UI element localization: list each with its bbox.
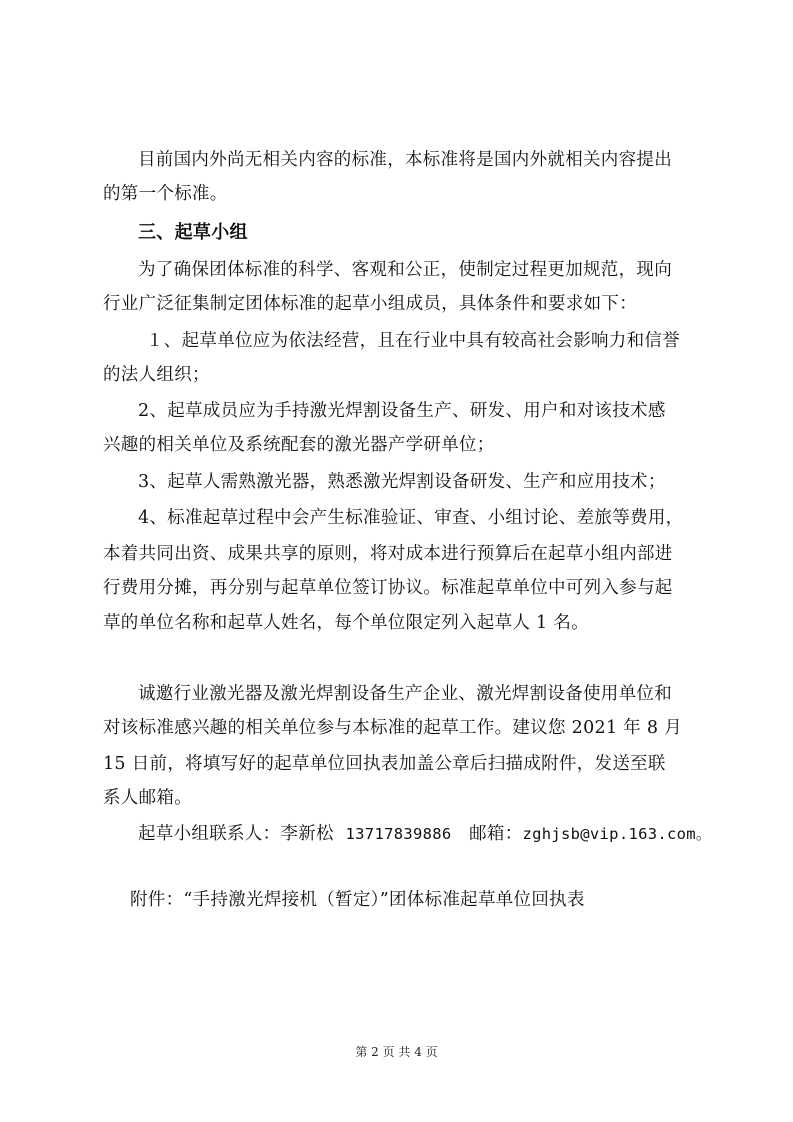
requirement-4-line-1: 4、标准起草过程中会产生标准验证、审查、小组讨论、差旅等费用， bbox=[138, 508, 684, 528]
requirement-4-line-2: 本着共同出资、成果共享的原则，将对成本进行预算后在起草小组内部进 bbox=[103, 544, 673, 564]
intro-line-2: 的第一个标准。 bbox=[103, 184, 228, 204]
requirement-4-line-3: 行费用分摊，再分别与起草单位签订协议。标准起草单位中可列入参与起 bbox=[103, 578, 673, 598]
contact-label: 起草小组联系人： bbox=[138, 824, 281, 844]
requirement-2-line-2: 兴趣的相关单位及系统配套的激光器产学研单位； bbox=[103, 435, 495, 455]
requirement-2-line-1: 2、起草成员应为手持激光焊割设备生产、研发、用户和对该技术感 bbox=[138, 401, 666, 421]
contact-name: 李新松 bbox=[280, 824, 334, 844]
email-label: 邮箱： bbox=[469, 824, 523, 844]
contact-phone: 13717839886 bbox=[345, 825, 452, 843]
invitation-line-1: 诚邀行业激光器及激光焊割设备生产企业、激光焊割设备使用单位和 bbox=[138, 684, 672, 704]
purpose-line-2: 行业广泛征集制定团体标准的起草小组成员，具体条件和要求如下： bbox=[103, 294, 637, 314]
purpose-line-1: 为了确保团体标准的科学、客观和公正，使制定过程更加规范，现向 bbox=[138, 260, 672, 280]
intro-line-1: 目前国内外尚无相关内容的标准，本标准将是国内外就相关内容提出 bbox=[138, 150, 672, 170]
invitation-line-4: 系人邮箱。 bbox=[103, 788, 192, 808]
requirement-3-line-1: 3、起草人需熟激光器，熟悉激光焊割设备研发、生产和应用技术； bbox=[138, 472, 666, 492]
contact-line bbox=[138, 826, 712, 844]
requirement-1-line-1: １、起草单位应为依法经营，且在行业中具有较高社会影响力和信誉 bbox=[146, 331, 680, 351]
invitation-line-2: 对该标准感兴趣的相关单位参与本标准的起草工作。建议您 2021 年 8 月 bbox=[103, 718, 683, 738]
section-heading: 三、起草小组 bbox=[138, 222, 248, 243]
requirement-1-line-2: 的法人组织； bbox=[103, 365, 210, 385]
attachment-note: 附件：“手持激光焊接机（暂定）”团体标准起草单位回执表 bbox=[130, 890, 585, 910]
invitation-line-3: 15 日前，将填写好的起草单位回执表加盖公章后扫描成附件，发送至联 bbox=[103, 754, 666, 774]
contact-email: zghjsb@vip.163.com。 bbox=[522, 825, 712, 843]
requirement-4-line-4: 草的单位名称和起草人姓名，每个单位限定列入起草人 1 名。 bbox=[103, 613, 589, 633]
page-footer: 第 2 页 共 4 页 bbox=[355, 1045, 438, 1059]
